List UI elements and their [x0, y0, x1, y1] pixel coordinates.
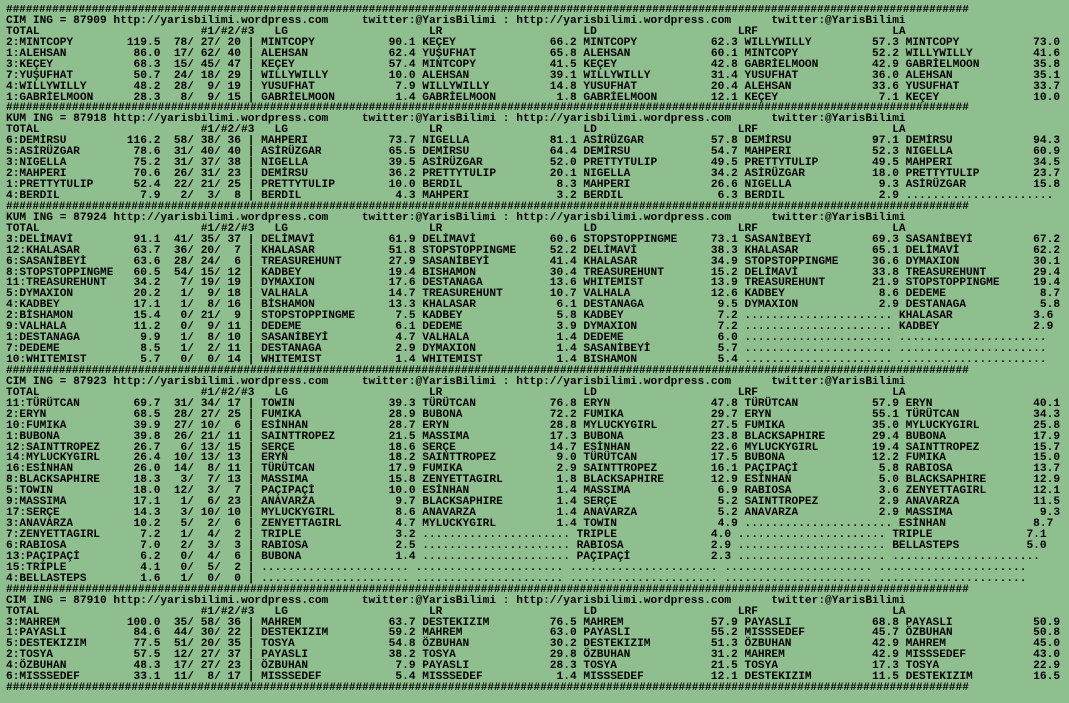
table-row: 4:BELLASTEPS 1.6 1/ 0/ 0 | ...................... ...................... ...................... ...................... ......................	[6, 572, 1027, 585]
table-row: 1:PRETTYTULIP 52.4 22/ 21/ 25 | PRETTYTULIP 10.0 BERDIL 8.3 MAHPERI 26.6 NIGELLA 9.3 ASİRÜZGAR 15.8	[6, 179, 1061, 191]
race-header: KUM ING = 87918 http://yarisbilimi.wordpress.com twitter:@YarisBilimi : http://yarisbilimi.wordpress.com twitter:@YarisBilimi	[6, 113, 906, 126]
table-row: 2:MINTCOPY 119.5 78/ 27/ 20 | MINTCOPY 90.1 KEÇEY 66.2 MINTCOPY 62.3 WILLYWILLY 57.3 MINTCOPY 73.0	[6, 36, 1061, 49]
table-row: 5:TOWIN 18.0 12/ 3/ 7 | PAÇIPAÇİ 10.0 ESİNHAN 1.4 MASSIMA 6.9 RABIOSA 3.6 ZENYETTAGIRL 12.1	[6, 485, 1061, 498]
table-row: 1:DESTANAGA 9.9 1/ 8/ 10 | SASANİBEYİ 4.7 VALHALA 1.4 DEDEME 6.0 ...................... ......................	[6, 332, 1047, 345]
table-row: 4:KADBEY 17.1 1/ 8/ 16 | BİSHAMON 13.3 KHALASAR 6.1 DESTANAGA 9.5 DYMAXION 2.9 DESTANAGA 5.8	[6, 299, 1061, 312]
table-row: 12:SAINTTROPEZ 26.7 6/ 13/ 15 | SERÇE 18.6 SERÇE 14.7 ESİNHAN 22.6 MYLUCKYGIRL 19.4 SAINTTROPEZ 15.7	[6, 441, 1061, 454]
table-row: 6:MISSSEDEF 33.1 11/ 8/ 17 | MISSSEDEF 5.4 MISSSEDEF 1.4 MISSSEDEF 12.1 DESTEKIZIM 11.5 DESTEKIZIM 16.5	[6, 671, 1061, 684]
table-row: 1:GABRİELMOON 28.3 8/ 9/ 15 | GABRİELMOON 1.4 GABRİELMOON 1.8 GABRİELMOON 12.1 KEÇEY 7.1 KEÇEY 10.0	[6, 91, 1061, 104]
table-row: 3:NIGELLA 75.2 31/ 37/ 38 | NIGELLA 39.5 ASİRÜZGAR 52.0 PRETTYTULIP 49.5 PRETTYTULIP 49.5 MAHPERI 34.5	[6, 157, 1061, 170]
table-row: 11:TÜRÜTCAN 69.7 31/ 34/ 17 | TOWIN 39.3 TÜRÜTCAN 76.8 ERYN 47.8 TÜRÜTCAN 57.9 ERYN 40.1	[6, 397, 1061, 410]
table-row: 1:PAYASLI 84.6 44/ 30/ 22 | DESTEKIZIM 59.2 MAHREM 63.0 PAYASLI 55.2 MISSSEDEF 45.7 ÖZBUHAN 50.8	[6, 627, 1061, 640]
table-row: 1:ALEHSAN 86.0 17/ 62/ 40 | ALEHSAN 62.4 YUŞUFHAT 65.8 ALEHSAN 60.1 MINTCOPY 52.2 WILLYWILLY 41.6	[6, 47, 1061, 60]
table-row: 14:MYLUCKYGIRL 26.4 10/ 13/ 13 | ERYN 18.2 SAINTTROPEZ 9.0 TÜRÜTCAN 17.5 BUBONA 12.2 FUMIKA 15.0	[6, 452, 1061, 465]
table-row: 3:KEÇEY 68.3 15/ 45/ 47 | KEÇEY 57.4 MINTCOPY 41.5 KEÇEY 42.8 GABRİELMOON 42.9 GABRİELMOON 35.8	[6, 58, 1061, 71]
race-header: CIM ING = 87909 http://yarisbilimi.wordpress.com twitter:@YarisBilimi : http://yarisbilimi.wordpress.com twitter:@YarisBilimi	[6, 14, 906, 27]
table-row: 2:ERYN 68.5 28/ 27/ 25 | FUMIKA 28.9 BUBONA 72.2 FUMIKA 29.7 ERYN 55.1 TÜRÜTCAN 34.3	[6, 408, 1061, 421]
separator-line: ##################################################################################################################################################	[6, 102, 969, 115]
column-headers: TOTAL #1/#2/#3 LG LR LD LRF LA	[6, 222, 906, 235]
separator-line: ##################################################################################################################################################	[6, 364, 969, 377]
table-row: 15:TRIPLE 4.1 0/ 5/ 2 | ...................... ...................... ...................... ...................... ......................	[6, 561, 1027, 574]
separator-line: ##################################################################################################################################################	[6, 5, 969, 16]
table-row: 2:BİSHAMON 15.4 0/ 21/ 9 | STOPSTOPPINGME 7.5 KADBEY 5.8 KADBEY 7.2 ...................... KHALASAR 3.6	[6, 310, 1054, 323]
table-row: 9:VALHALA 11.2 0/ 9/ 11 | DEDEME 6.1 DEDEME 3.9 DYMAXION 7.2 ...................... KADBEY 2.9	[6, 321, 1054, 334]
race-header: KUM ING = 87924 http://yarisbilimi.wordpress.com twitter:@YarisBilimi : http://yarisbilimi.wordpress.com twitter:@YarisBilimi	[6, 211, 906, 224]
table-row: 17:SERÇE 14.3 3/ 10/ 10 | MYLUCKYGIRL 8.6 ANAVARZA 1.4 ANAVARZA 5.2 ANAVARZA 2.9 MASSIMA 9.3	[6, 507, 1061, 520]
table-row: 12:KHALASAR 63.7 36/ 20/ 7 | KHALASAR 51.8 STOPSTOPPINGME 52.2 DELİMAVİ 38.3 KHALASAR 65.1 DELİMAVİ 62.2	[6, 244, 1061, 257]
table-row: 7:DEDEME 8.5 1/ 2/ 11 | DESTANAGA 2.9 DYMAXION 1.4 SASANİBEYİ 5.7 ...................... ......................	[6, 343, 1047, 356]
table-row: 10:WHITEMIST 5.7 0/ 0/ 14 | WHITEMIST 1.4 WHITEMIST 1.4 BISHAMON 5.4 ...................... ......................	[6, 354, 1047, 366]
separator-line: ##################################################################################################################################################	[6, 583, 969, 596]
column-headers: TOTAL #1/#2/#3 LG LR LD LRF LA	[6, 386, 906, 399]
table-row: 6:DEMİRSU 116.2 58/ 38/ 36 | MAHPERI 73.7 NIGELLA 81.1 ASİRÜZGAR 57.8 DEMİRSU 97.1 DEMİRSU 94.3	[6, 135, 1061, 148]
separator-line: ##################################################################################################################################################	[6, 200, 969, 213]
separator-line: ##################################################################################################################################################	[6, 682, 969, 695]
table-row: 1:BUBONA 39.8 26/ 21/ 11 | SAINTTROPEZ 21.5 MASSIMA 17.3 BUBONA 23.8 BLACKSAPHIRE 29.4 BUBONA 17.9	[6, 430, 1061, 443]
table-row: 3:DELİMAVİ 91.1 41/ 35/ 37 | DELİMAVİ 61.9 DELİMAVİ 60.6 STOPSTOPPINGME 73.1 SASANİBEYİ 69.3 SASANİBEYİ 67.2	[6, 233, 1061, 246]
table-row: 3:MAHREM 100.0 35/ 58/ 36 | MAHREM 63.7 DESTEKIZIM 76.5 MAHREM 57.9 PAYASLI 68.8 PAYASLI 50.9	[6, 616, 1061, 629]
race-header: CIM ING = 87923 http://yarisbilimi.wordpress.com twitter:@YarisBilimi : http://yarisbilimi.wordpress.com twitter:@YarisBilimi	[6, 375, 906, 388]
race-report-text	[6, 5, 1066, 694]
column-headers: TOTAL #1/#2/#3 LG LR LD LRF LA	[6, 124, 906, 137]
table-row: 7:YUŞUFHAT 50.7 24/ 18/ 29 | WILLYWILLY 10.0 ALEHSAN 39.1 WILLYWILLY 31.4 YUSUFHAT 36.0 ALEHSAN 35.1	[6, 69, 1061, 82]
table-row: 16:ESİNHAN 26.0 14/ 8/ 11 | TÜRÜTCAN 17.9 FUMIKA 2.9 SAINTTROPEZ 16.1 PAÇIPAÇİ 5.8 RABIOSA 13.7	[6, 463, 1061, 476]
table-row: 2:MAHPERI 70.6 26/ 31/ 23 | DEMİRSU 36.2 PRETTYTULIP 20.1 NIGELLA 34.2 ASİRÜZGAR 18.0 PRETTYTULIP 23.7	[6, 168, 1061, 181]
table-row: 8:BLACKSAPHIRE 18.3 3/ 7/ 13 | MASSIMA 15.8 ZENYETTAGIRL 1.8 BLACKSAPHIRE 12.9 ESİNHAN 5.0 BLACKSAPHIRE 12.9	[6, 474, 1061, 487]
table-row: 13:PAÇIPAÇİ 6.2 0/ 4/ 6 | BUBONA 1.4 ...................... PAÇIPAÇİ 2.3 ...................... ......................	[6, 550, 1040, 563]
table-row: 7:ZENYETTAGIRL 7.2 1/ 4/ 2 | TRIPLE 3.2 ...................... TRIPLE 4.0 ...................... TRIPLE 7.1	[6, 529, 1047, 541]
table-row: 4:ÖZBUHAN 48.3 17/ 27/ 23 | ÖZBUHAN 7.9 PAYASLI 28.3 TOSYA 21.5 TOSYA 17.3 TOSYA 22.9	[6, 660, 1061, 673]
table-row: 4:WILLYWILLY 48.2 28/ 9/ 19 | YUSUFHAT 7.9 WILLYWILLY 14.8 YUSUFHAT 20.4 ALEHSAN 33.6 YUSUFHAT 33.7	[6, 80, 1061, 93]
table-row: 2:TOSYA 57.5 12/ 27/ 37 | PAYASLI 38.2 TOSYA 29.8 ÖZBUHAN 31.2 MAHREM 42.9 MISSSEDEF 43.0	[6, 649, 1061, 662]
column-headers: TOTAL #1/#2/#3 LG LR LD LRF LA	[6, 605, 906, 618]
table-row: 5:DYMAXION 20.2 1/ 9/ 18 | VALHALA 14.7 TREASUREHUNT 10.7 VALHALA 12.6 KADBEY 8.6 DEDEME 8.7	[6, 288, 1061, 301]
race-header: CIM ING = 87910 http://yarisbilimi.wordpress.com twitter:@YarisBilimi : http://yarisbilimi.wordpress.com twitter:@YarisBilimi	[6, 594, 906, 607]
table-row: 6:RABIOSA 7.0 2/ 3/ 3 | RABIOSA 2.5 ...................... RABIOSA 2.9 ...................... BELLASTEPS 5.0	[6, 539, 1047, 552]
table-row: 10:FUMIKA 39.9 27/ 10/ 6 | ESİNHAN 28.7 ERYN 28.8 MYLUCKYGIRL 27.5 FUMIKA 35.0 MYLUCKYGIRL 25.8	[6, 419, 1061, 432]
table-row: 11:TREASUREHUNT 34.2 7/ 19/ 19 | DYMAXION 17.6 DESTANAGA 13.6 WHITEMIST 13.9 TREASUREHUNT 21.9 STOPSTOPPINGME 19.4	[6, 277, 1061, 290]
column-headers: TOTAL #1/#2/#3 LG LR LD LRF LA	[6, 25, 906, 38]
table-row: 5:ASİRÜZGAR 78.6 31/ 40/ 40 | ASİRÜZGAR 65.5 DEMİRSU 64.4 DEMİRSU 54.7 MAHPERI 52.3 NIGELLA 60.9	[6, 146, 1061, 159]
table-row: 8:STOPSTOPPINGME 60.5 54/ 15/ 12 | KADBEY 19.4 BISHAMON 30.4 TREASUREHUNT 15.2 DELİMAVİ 33.8 TREASUREHUNT 29.4	[6, 266, 1061, 279]
table-row: 5:DESTEKIZIM 77.5 51/ 20/ 35 | TOSYA 54.8 ÖZBUHAN 30.2 DESTEKIZIM 51.3 ÖZBUHAN 42.9 MAHREM 45.0	[6, 638, 1061, 651]
table-row: 9:MASSIMA 17.1 1/ 6/ 23 | ANAVARZA 9.7 BLACKSAPHIRE 1.4 SERÇE 5.2 SAINTTROPEZ 2.9 ANAVARZA 11.5	[6, 496, 1061, 509]
table-row: 6:SASANİBEYİ 63.6 28/ 24/ 6 | TREASUREHUNT 27.9 SASANİBEYİ 41.4 KHALASAR 34.9 STOPSTOPPINGME 36.6 DYMAXION 30.1	[6, 255, 1061, 268]
table-row: 3:ANAVARZA 10.2 5/ 2/ 6 | ZENYETTAGIRL 4.7 MYLUCKYGIRL 1.4 TOWIN 4.9 ...................... ESİNHAN 8.7	[6, 518, 1054, 531]
table-row: 4:BERDIL 7.9 2/ 3/ 8 | BERDIL 4.3 MAHPERI 3.2 BERDIL 6.3 BERDIL 2.9 ......................	[6, 189, 1054, 202]
